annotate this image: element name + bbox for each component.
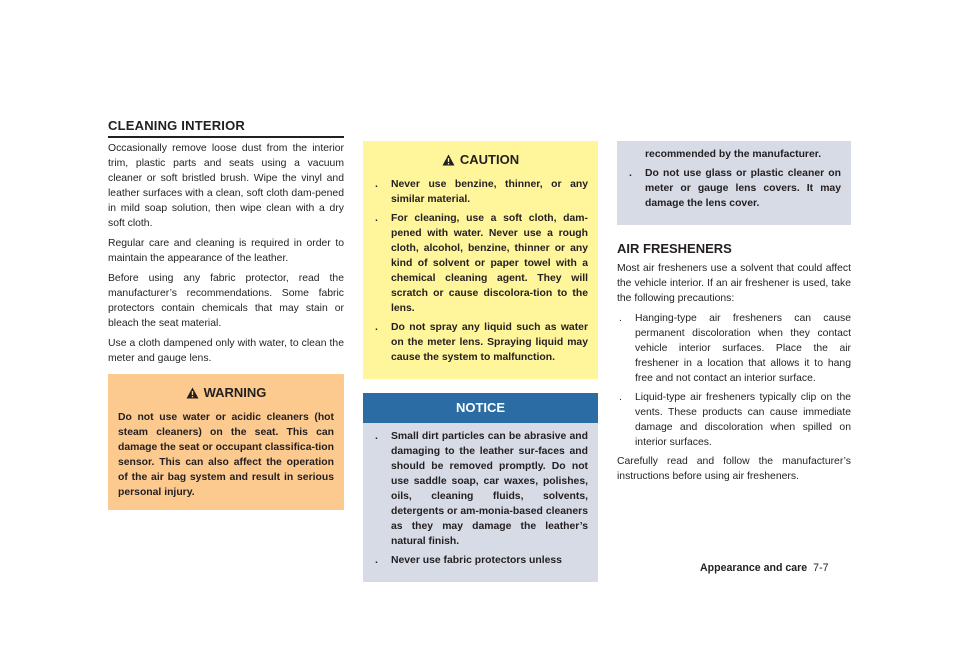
caution-list xyxy=(373,177,588,365)
paragraph: Carefully read and follow the manufacturer’s instructions before using air fresheners. xyxy=(617,456,851,482)
caution-header xyxy=(373,151,588,171)
list-item: . For cleaning, use a soft cloth, dam-pened with water. Never use a rough cloth, alcohol, benzine, thinner or any kind of solvent or paper towel with a chemical cleaning agent. They will scratch or cause discolora-tion to the lens. xyxy=(375,213,588,314)
warning-triangle-icon xyxy=(442,153,455,171)
warning-text: Do not use water or acidic cleaners (hot steam cleaners) on the seat. This can damage the seat or occupant classifica-tion sensor. This can also affect the operation of the air bag system and result in serious personal injury. xyxy=(118,412,334,498)
page-number: 7-7 xyxy=(813,562,829,574)
list-item: . Do not spray any liquid such as water on the meter lens. Spraying liquid may cause the system to malfunction. xyxy=(375,322,588,363)
bullet: . xyxy=(375,431,378,442)
section-title-air-fresheners: AIR FRESHENERS xyxy=(617,241,732,256)
bullet: . xyxy=(619,313,622,324)
caution-box xyxy=(363,141,598,379)
list-item: . Never use benzine, thinner, or any similar material. xyxy=(375,179,588,205)
notice-box xyxy=(363,393,598,582)
warning-triangle-icon xyxy=(186,386,199,404)
list-item: . Never use fabric protectors unless xyxy=(375,555,562,566)
air-freshener-list xyxy=(617,311,851,450)
paragraph: Regular care and cleaning is required in order to maintain the appearance of the leather. xyxy=(108,238,344,264)
paragraph: Occasionally remove loose dust from the interior trim, plastic parts and seats using a vacuum cleaner or soft bristled brush. Wipe the vinyl and leather surfaces with a clean, soft cloth dam-pened in mild soap solution, then wipe clean with a dry soft cloth. xyxy=(108,143,344,229)
middle-column xyxy=(363,141,598,582)
footer-section-name: Appearance and care xyxy=(700,562,808,574)
bullet: . xyxy=(375,179,378,190)
bullet: . xyxy=(629,168,632,179)
right-column xyxy=(617,141,851,489)
list-item: . Small dirt particles can be abrasive and damaging to the leather sur-faces and should be removed promptly. Do not use saddle soap, car waxes, polishes, oils, cleaning fluids, solvents, detergents or am-monia-based cleaners as they may damage the leather’s natural finish. xyxy=(375,431,588,547)
page-footer xyxy=(700,562,853,574)
paragraph: Before using any fabric protector, read the manufacturer’s recommendations. Some fabric protectors contain chemicals that may stain or bleach the seat material. xyxy=(108,273,344,329)
warning-box xyxy=(108,374,344,510)
list-item: . Hanging-type air fresheners can cause permanent discoloration when they contact vehicle interior surfaces. Place the air freshener in a location that allows it to hang free and not contact an interior surface. xyxy=(619,313,851,384)
list-item-continued: recommended by the manufacturer. xyxy=(645,149,822,160)
paragraph: Most air fresheners use a solvent that could affect the vehicle interior. If an air freshener is used, take the following precautions: xyxy=(617,263,851,304)
caution-title: CAUTION xyxy=(459,152,520,167)
warning-title: WARNING xyxy=(203,385,267,400)
notice-title: NOTICE xyxy=(363,393,598,423)
notice-box-continued xyxy=(617,141,851,225)
list-item: . Do not use glass or plastic cleaner on meter or gauge lens covers. It may damage the lens cover. xyxy=(629,168,841,209)
air-fresheners-section xyxy=(617,241,851,484)
bullet: . xyxy=(619,392,622,403)
section-title-cleaning-interior: CLEANING INTERIOR xyxy=(108,118,344,138)
paragraph: Use a cloth dampened only with water, to clean the meter and gauge lens. xyxy=(108,338,344,364)
bullet: . xyxy=(375,322,378,333)
bullet: . xyxy=(375,213,378,224)
notice-list xyxy=(373,429,588,568)
list-item: . Liquid-type air fresheners typically clip on the vents. These products can cause immediate damage and discoloration when spilled on interior surfaces. xyxy=(619,392,851,448)
warning-header xyxy=(118,384,334,404)
notice-list-continued xyxy=(627,147,841,211)
bullet: . xyxy=(375,555,378,566)
left-column xyxy=(108,118,344,510)
